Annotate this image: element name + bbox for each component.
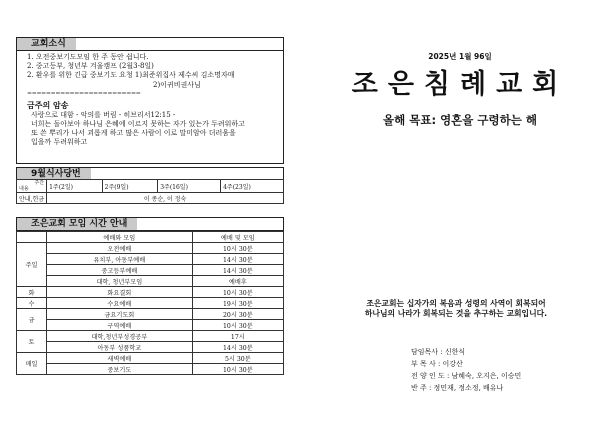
staff-list <box>411 346 521 394</box>
notice-item: 1. 오전중보기도모임 한 주 동안 쉽니다. <box>27 53 149 61</box>
meeting-name: 대학, 청년부모임 <box>47 276 193 287</box>
table-row <box>17 331 284 342</box>
content-label: 내용 <box>19 186 29 192</box>
table-row <box>17 276 284 287</box>
meeting-time: 5시 30분 <box>192 353 283 364</box>
divider: ======================== <box>27 89 141 97</box>
verse-line: 너희는 돌아보아 하나님 은혜에 이르지 못하는 자가 있는가 두려워하고 <box>31 120 245 129</box>
motto-line: 조은교회는 십자가의 복음과 성령의 사역이 회복되어 <box>366 299 546 308</box>
table-row <box>17 353 284 364</box>
meeting-time: 예배후 <box>192 276 283 287</box>
row-value: 이 종순, 이 정숙 <box>47 193 284 204</box>
meetings-header <box>16 217 284 231</box>
header-cell: 예배와 모임 <box>47 232 193 243</box>
day-cell: 금 <box>17 309 47 331</box>
table-row <box>17 180 284 193</box>
verse-title: 금주의 암송 <box>27 100 69 110</box>
table-row <box>17 287 284 298</box>
day-cell: 매일 <box>17 353 47 375</box>
verse-line: 사랑으로 대함 - 악의를 버림 - 히브리서12:15 - <box>31 110 176 119</box>
meeting-name: 새벽예배 <box>47 353 193 364</box>
day-cell: 주일 <box>17 243 47 287</box>
week-cell: 2주(9일) <box>102 180 158 193</box>
meeting-name: 오전예배 <box>47 243 193 254</box>
table-row <box>17 320 284 331</box>
notice-item: 2. 환우를 위한 긴급 중보기도 요청 1)최준위집사 제수씨 김소명자매 <box>27 71 235 80</box>
meal-schedule-table <box>16 179 284 204</box>
notice-item-continuation: 2)이귀비권사님 <box>153 80 201 89</box>
meeting-time: 10시 30분 <box>192 287 283 298</box>
meeting-name: 구역예배 <box>47 320 193 331</box>
motto-line: 하나님의 나라가 회복되는 것을 추구하는 교회입니다. <box>364 309 548 318</box>
table-row <box>17 298 284 309</box>
meeting-time: 17시 <box>192 331 283 342</box>
year-goal: 올해 목표: 영혼을 구령하는 해 <box>383 113 537 127</box>
week-cell: 4주(23일) <box>221 180 284 193</box>
meeting-time: 14시 30분 <box>192 342 283 353</box>
meeting-name: 수요예배 <box>47 298 193 309</box>
meeting-time: 10시 30분 <box>192 243 283 254</box>
meeting-name: 금요기도회 <box>47 309 193 320</box>
meeting-time: 10시 30분 <box>192 320 283 331</box>
meetings-title: 조은교회 모임 시간 안내 <box>17 218 137 230</box>
meeting-time: 10시 30분 <box>192 364 283 375</box>
meeting-name: 유치부, 아동부예배 <box>47 254 193 265</box>
week-label: 주간 <box>34 180 45 186</box>
day-cell: 화 <box>17 287 47 298</box>
table-row <box>17 232 284 243</box>
staff-row: 반 주 : 정민재, 정소정, 배유나 <box>411 384 504 392</box>
meeting-time: 14시 30분 <box>192 265 283 276</box>
header-cell: 예배 및 모임 <box>192 232 283 243</box>
table-row <box>17 309 284 320</box>
meeting-time: 20시 30분 <box>192 309 283 320</box>
week-cell: 3주(16일) <box>158 180 221 193</box>
table-row <box>17 193 284 204</box>
meeting-time: 19시 30분 <box>192 298 283 309</box>
meeting-name: 화요결회 <box>47 287 193 298</box>
church-name: 조은침례교회 <box>351 69 569 100</box>
church-motto <box>316 299 596 319</box>
verse-line: 입을까 두려워하고 <box>31 138 88 147</box>
day-cell: 토 <box>17 331 47 353</box>
table-row <box>17 364 284 375</box>
meeting-name: 아동부 성품학교 <box>47 342 193 353</box>
verse-line: 또 쓴 뿌리가 나서 괴롭게 하고 많은 사람이 이로 말미암아 더러움을 <box>31 129 236 138</box>
row-label: 안내,헌금 <box>17 193 47 204</box>
table-row <box>17 243 284 254</box>
table-row <box>17 342 284 353</box>
staff-row: 담임목사 : 신한식 <box>411 348 466 356</box>
meeting-name: 대학,청년부성경공부 <box>47 331 193 342</box>
schedule-title: 9월식사당번 <box>17 168 91 180</box>
meeting-name: 중보기도 <box>47 364 193 375</box>
table-row <box>17 254 284 265</box>
church-news-title: 교회소식 <box>17 38 76 50</box>
notice-item: 2. 중고등부, 청년부 겨울캠프 (2월3-8일) <box>27 62 154 71</box>
staff-row: 부 목 사 : 이강산 <box>411 360 463 368</box>
meeting-name: 중고등부예배 <box>47 265 193 276</box>
table-row <box>17 265 284 276</box>
bulletin-date: 2025년 1월 96일 <box>428 52 492 61</box>
meeting-time: 14시 30분 <box>192 254 283 265</box>
week-cell: 1주(2일) <box>47 180 103 193</box>
day-cell: 수 <box>17 298 47 309</box>
church-news-box <box>16 37 284 164</box>
meetings-table <box>16 231 284 375</box>
staff-row: 전 양 인 도 : 남혜숙, 오지은, 이승민 <box>411 372 522 380</box>
